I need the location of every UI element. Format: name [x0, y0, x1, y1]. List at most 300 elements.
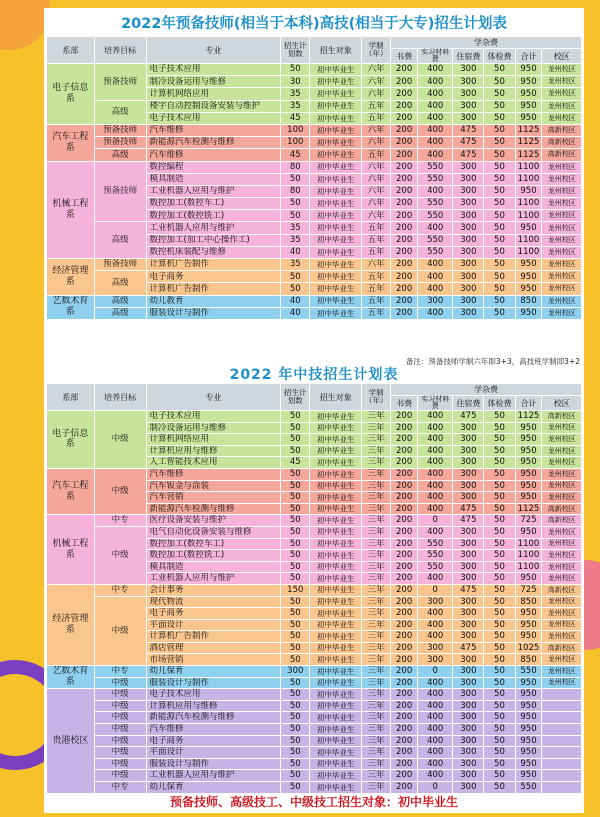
training-target-cell: 预备技师 — [94, 259, 146, 271]
duration-cell: 三年 — [362, 596, 391, 608]
enroll-object-cell: 初中毕业生 — [310, 307, 362, 319]
housing-fee-cell: 300 — [453, 550, 484, 562]
exam-fee-cell: 50 — [484, 295, 515, 307]
campus-cell — [542, 724, 582, 736]
campus-cell: 龙州校区 — [542, 283, 582, 295]
exam-fee-cell: 50 — [484, 666, 515, 678]
training-target-cell: 中级 — [94, 700, 146, 712]
exam-fee-cell: 50 — [484, 561, 515, 573]
exam-fee-cell: 50 — [484, 259, 515, 271]
housing-fee-cell: 300 — [453, 259, 484, 271]
major-cell: 数控编程 — [146, 161, 281, 173]
exam-fee-cell: 50 — [484, 619, 515, 631]
exam-fee-cell: 50 — [484, 457, 515, 469]
major-cell: 模具制造 — [146, 173, 281, 185]
material-fee-cell: 400 — [418, 468, 453, 480]
plan-count-cell: 50 — [281, 631, 310, 643]
training-target-cell: 中专 — [94, 515, 146, 527]
department-cell: 电子信息系 — [47, 411, 95, 469]
enroll-object-cell: 初中毕业生 — [310, 515, 362, 527]
material-fee-cell: 400 — [418, 411, 453, 423]
book-fee-cell: 200 — [391, 76, 418, 88]
major-cell: 新能源汽车检测与维修 — [146, 503, 281, 515]
enroll-object-cell: 初中毕业生 — [310, 88, 362, 100]
material-fee-cell: 400 — [418, 137, 453, 149]
duration-cell: 三年 — [362, 584, 391, 596]
exam-fee-cell: 50 — [484, 550, 515, 562]
plan-count-cell: 50 — [281, 271, 310, 283]
campus-cell: 龙州校区 — [542, 480, 582, 492]
col-header-fees: 学杂费 — [391, 384, 582, 396]
campus-cell: 龙州校区 — [542, 526, 582, 538]
enroll-object-cell: 初中毕业生 — [310, 758, 362, 770]
housing-fee-cell: 300 — [453, 666, 484, 678]
exam-fee-cell: 50 — [484, 735, 515, 747]
plan-count-cell: 30 — [281, 76, 310, 88]
major-cell: 电子技术应用 — [146, 64, 281, 76]
total-fee-cell: 950 — [515, 724, 542, 736]
table-row — [47, 259, 582, 271]
total-fee-cell: 1100 — [515, 210, 542, 222]
major-cell: 制冷设备运用与维修 — [146, 76, 281, 88]
material-fee-cell: 400 — [418, 770, 453, 782]
exam-fee-cell: 50 — [484, 124, 515, 136]
campus-cell: 高新校区 — [542, 149, 582, 161]
col-header-object: 招生对象 — [310, 384, 362, 411]
col-header-housing: 住宿费 — [453, 49, 484, 64]
campus-cell: 龙州校区 — [542, 422, 582, 434]
housing-fee-cell: 300 — [453, 700, 484, 712]
enroll-object-cell: 初中毕业生 — [310, 295, 362, 307]
plan-count-cell: 35 — [281, 234, 310, 246]
material-fee-cell: 400 — [418, 271, 453, 283]
enroll-object-cell: 初中毕业生 — [310, 666, 362, 678]
enroll-object-cell: 初中毕业生 — [310, 735, 362, 747]
plan-count-cell: 50 — [281, 654, 310, 666]
campus-cell: 龙州校区 — [542, 573, 582, 585]
total-fee-cell: 950 — [515, 608, 542, 620]
poster-card — [44, 8, 584, 813]
plan-count-cell: 50 — [281, 173, 310, 185]
major-cell: 数控加工(数控车工) — [146, 538, 281, 550]
major-cell: 幼儿教育 — [146, 295, 281, 307]
material-fee-cell: 400 — [418, 100, 453, 112]
plan-count-cell: 40 — [281, 295, 310, 307]
col-header-exam: 体检费 — [484, 49, 515, 64]
housing-fee-cell: 475 — [453, 411, 484, 423]
duration-cell: 五年 — [362, 283, 391, 295]
plan-count-cell: 80 — [281, 185, 310, 197]
material-fee-cell: 400 — [418, 758, 453, 770]
total-fee-cell: 1100 — [515, 246, 542, 258]
major-cell: 电子技术应用 — [146, 411, 281, 423]
total-fee-cell: 1125 — [515, 411, 542, 423]
enroll-object-cell: 初中毕业生 — [310, 503, 362, 515]
table-row — [47, 596, 582, 608]
enroll-object-cell: 初中毕业生 — [310, 185, 362, 197]
exam-fee-cell: 50 — [484, 422, 515, 434]
major-cell: 数控机床装配与维修 — [146, 246, 281, 258]
plan-count-cell: 50 — [281, 747, 310, 759]
total-fee-cell: 950 — [515, 619, 542, 631]
enroll-object-cell: 初中毕业生 — [310, 76, 362, 88]
material-fee-cell: 400 — [418, 149, 453, 161]
duration-cell: 五年 — [362, 100, 391, 112]
plan-count-cell: 50 — [281, 712, 310, 724]
campus-cell — [542, 747, 582, 759]
enroll-object-cell: 初中毕业生 — [310, 526, 362, 538]
total-fee-cell: 950 — [515, 185, 542, 197]
col-header-plan: 招生计划数 — [281, 37, 310, 64]
housing-fee-cell: 300 — [453, 561, 484, 573]
major-cell: 平面设计 — [146, 619, 281, 631]
table-row — [47, 758, 582, 770]
exam-fee-cell: 50 — [484, 210, 515, 222]
duration-cell: 五年 — [362, 246, 391, 258]
enroll-object-cell: 初中毕业生 — [310, 584, 362, 596]
major-cell: 汽车维修 — [146, 124, 281, 136]
duration-cell: 三年 — [362, 457, 391, 469]
material-fee-cell: 400 — [418, 724, 453, 736]
plan-count-cell: 50 — [281, 468, 310, 480]
total-fee-cell: 1100 — [515, 173, 542, 185]
plan-count-cell: 50 — [281, 596, 310, 608]
housing-fee-cell: 300 — [453, 445, 484, 457]
plan-count-cell: 50 — [281, 210, 310, 222]
col-header-dept: 系部 — [47, 37, 95, 64]
duration-cell: 五年 — [362, 295, 391, 307]
total-fee-cell: 950 — [515, 700, 542, 712]
department-cell: 机械工程系 — [47, 161, 95, 259]
total-fee-cell: 950 — [515, 631, 542, 643]
major-cell: 电子商务 — [146, 735, 281, 747]
exam-fee-cell: 50 — [484, 608, 515, 620]
housing-fee-cell: 300 — [453, 222, 484, 234]
campus-cell: 龙州校区 — [542, 295, 582, 307]
plan-count-cell: 50 — [281, 700, 310, 712]
plan-count-cell: 35 — [281, 100, 310, 112]
major-cell: 酒店管理 — [146, 642, 281, 654]
plan-count-cell: 50 — [281, 64, 310, 76]
enroll-object-cell: 初中毕业生 — [310, 283, 362, 295]
total-fee-cell: 950 — [515, 758, 542, 770]
housing-fee-cell: 300 — [453, 283, 484, 295]
duration-cell: 五年 — [362, 112, 391, 124]
material-fee-cell: 400 — [418, 259, 453, 271]
book-fee-cell: 200 — [391, 689, 418, 701]
total-fee-cell: 1100 — [515, 550, 542, 562]
book-fee-cell: 200 — [391, 561, 418, 573]
table-row — [47, 271, 582, 283]
plan-count-cell: 35 — [281, 222, 310, 234]
exam-fee-cell: 50 — [484, 198, 515, 210]
duration-cell: 五年 — [362, 307, 391, 319]
duration-cell: 三年 — [362, 480, 391, 492]
enroll-object-cell: 初中毕业生 — [310, 608, 362, 620]
duration-cell: 三年 — [362, 503, 391, 515]
material-fee-cell: 550 — [418, 538, 453, 550]
duration-cell: 三年 — [362, 724, 391, 736]
enroll-object-cell: 初中毕业生 — [310, 246, 362, 258]
campus-cell: 龙州校区 — [542, 538, 582, 550]
campus-cell: 龙州校区 — [542, 434, 582, 446]
total-fee-cell: 950 — [515, 222, 542, 234]
plan-count-cell: 45 — [281, 112, 310, 124]
major-cell: 计算机广告制作 — [146, 631, 281, 643]
training-target-cell: 高级 — [94, 307, 146, 319]
housing-fee-cell: 300 — [453, 88, 484, 100]
book-fee-cell: 200 — [391, 666, 418, 678]
col-header-material: 实习材料费 — [418, 396, 453, 411]
enroll-object-cell: 初中毕业生 — [310, 259, 362, 271]
major-cell: 汽车维修 — [146, 724, 281, 736]
total-fee-cell: 950 — [515, 526, 542, 538]
book-fee-cell: 200 — [391, 295, 418, 307]
col-header-object: 招生对象 — [310, 37, 362, 64]
plan-count-cell: 50 — [281, 689, 310, 701]
total-fee-cell: 550 — [515, 782, 542, 794]
material-fee-cell: 400 — [418, 185, 453, 197]
major-cell: 计算机网络应用 — [146, 434, 281, 446]
major-cell: 电子商务 — [146, 271, 281, 283]
col-header-major: 专业 — [146, 37, 281, 64]
exam-fee-cell: 50 — [484, 137, 515, 149]
plan-count-cell: 50 — [281, 198, 310, 210]
duration-cell: 三年 — [362, 782, 391, 794]
total-fee-cell: 950 — [515, 468, 542, 480]
book-fee-cell: 200 — [391, 88, 418, 100]
training-target-cell: 预备技师 — [94, 137, 146, 149]
housing-fee-cell: 300 — [453, 480, 484, 492]
campus-cell: 高新校区 — [542, 124, 582, 136]
book-fee-cell: 200 — [391, 173, 418, 185]
housing-fee-cell: 300 — [453, 677, 484, 689]
campus-cell: 龙州校区 — [542, 619, 582, 631]
table-row — [47, 666, 582, 678]
enroll-object-cell: 初中毕业生 — [310, 161, 362, 173]
duration-cell: 五年 — [362, 149, 391, 161]
exam-fee-cell: 50 — [484, 654, 515, 666]
enroll-object-cell: 初中毕业生 — [310, 149, 362, 161]
major-cell: 工业机器人应用与维护 — [146, 222, 281, 234]
major-cell: 工业机器人应用与维护 — [146, 185, 281, 197]
housing-fee-cell: 475 — [453, 137, 484, 149]
major-cell: 服装设计与制作 — [146, 758, 281, 770]
material-fee-cell: 400 — [418, 631, 453, 643]
duration-cell: 三年 — [362, 770, 391, 782]
duration-cell: 六年 — [362, 76, 391, 88]
total-fee-cell: 1100 — [515, 161, 542, 173]
duration-cell: 三年 — [362, 538, 391, 550]
housing-fee-cell: 475 — [453, 124, 484, 136]
book-fee-cell: 200 — [391, 526, 418, 538]
book-fee-cell: 200 — [391, 445, 418, 457]
campus-cell: 高新校区 — [542, 584, 582, 596]
material-fee-cell: 400 — [418, 64, 453, 76]
material-fee-cell: 0 — [418, 584, 453, 596]
material-fee-cell: 400 — [418, 677, 453, 689]
training-target-cell: 高级 — [94, 271, 146, 295]
campus-cell — [542, 770, 582, 782]
material-fee-cell: 400 — [418, 700, 453, 712]
material-fee-cell: 400 — [418, 422, 453, 434]
duration-cell: 三年 — [362, 654, 391, 666]
header-row — [47, 37, 582, 49]
exam-fee-cell: 50 — [484, 88, 515, 100]
training-target-cell: 中专 — [94, 584, 146, 596]
major-cell: 数控加工(数控车工) — [146, 198, 281, 210]
book-fee-cell: 200 — [391, 422, 418, 434]
plan-count-cell: 45 — [281, 149, 310, 161]
total-fee-cell: 950 — [515, 88, 542, 100]
duration-cell: 三年 — [362, 561, 391, 573]
book-fee-cell: 200 — [391, 747, 418, 759]
duration-cell: 五年 — [362, 222, 391, 234]
major-cell: 工业机器人应用与维护 — [146, 770, 281, 782]
enroll-object-cell: 初中毕业生 — [310, 100, 362, 112]
total-fee-cell: 550 — [515, 666, 542, 678]
material-fee-cell: 400 — [418, 735, 453, 747]
plan-count-cell: 50 — [281, 480, 310, 492]
training-target-cell: 中级 — [94, 596, 146, 666]
duration-cell: 三年 — [362, 689, 391, 701]
table-row — [47, 222, 582, 234]
plan-count-cell: 50 — [281, 573, 310, 585]
total-fee-cell: 950 — [515, 735, 542, 747]
training-target-cell: 中级 — [94, 468, 146, 514]
material-fee-cell: 400 — [418, 526, 453, 538]
housing-fee-cell: 300 — [453, 198, 484, 210]
col-header-campus: 校区 — [542, 396, 582, 411]
book-fee-cell: 200 — [391, 492, 418, 504]
duration-cell: 三年 — [362, 642, 391, 654]
exam-fee-cell: 50 — [484, 480, 515, 492]
campus-cell: 龙州校区 — [542, 185, 582, 197]
table-row — [47, 677, 582, 689]
material-fee-cell: 400 — [418, 503, 453, 515]
enroll-object-cell: 初中毕业生 — [310, 596, 362, 608]
housing-fee-cell: 300 — [453, 434, 484, 446]
campus-cell: 龙州校区 — [542, 550, 582, 562]
book-fee-cell: 200 — [391, 457, 418, 469]
housing-fee-cell: 300 — [453, 307, 484, 319]
material-fee-cell: 400 — [418, 307, 453, 319]
material-fee-cell: 550 — [418, 198, 453, 210]
book-fee-cell: 200 — [391, 724, 418, 736]
major-cell: 计算机应用与维修 — [146, 445, 281, 457]
enroll-object-cell: 初中毕业生 — [310, 712, 362, 724]
enroll-object-cell: 初中毕业生 — [310, 724, 362, 736]
training-target-cell: 中专 — [94, 782, 146, 794]
book-fee-cell: 200 — [391, 468, 418, 480]
col-header-books: 书费 — [391, 49, 418, 64]
material-fee-cell: 400 — [418, 573, 453, 585]
campus-cell: 龙州校区 — [542, 492, 582, 504]
enroll-object-cell: 初中毕业生 — [310, 112, 362, 124]
advanced-enrollment-table — [46, 36, 582, 320]
training-target-cell: 中级 — [94, 411, 146, 469]
exam-fee-cell: 50 — [484, 445, 515, 457]
material-fee-cell: 550 — [418, 173, 453, 185]
housing-fee-cell: 300 — [453, 654, 484, 666]
exam-fee-cell: 50 — [484, 584, 515, 596]
table-row — [47, 584, 582, 596]
total-fee-cell: 950 — [515, 712, 542, 724]
material-fee-cell: 0 — [418, 666, 453, 678]
enroll-object-cell: 初中毕业生 — [310, 234, 362, 246]
duration-cell: 三年 — [362, 666, 391, 678]
exam-fee-cell: 50 — [484, 677, 515, 689]
total-fee-cell: 850 — [515, 654, 542, 666]
enroll-object-cell: 初中毕业生 — [310, 573, 362, 585]
col-header-plan: 招生计划数 — [281, 384, 310, 411]
intermediate-enrollment-table — [46, 383, 582, 794]
book-fee-cell: 200 — [391, 782, 418, 794]
table-row — [47, 295, 582, 307]
total-fee-cell: 850 — [515, 295, 542, 307]
major-cell: 计算机应用与维修 — [146, 700, 281, 712]
table-row — [47, 526, 582, 538]
total-fee-cell: 950 — [515, 422, 542, 434]
major-cell: 制冷设备运用与维修 — [146, 422, 281, 434]
training-target-cell: 中级 — [94, 758, 146, 770]
material-fee-cell: 400 — [418, 492, 453, 504]
exam-fee-cell: 50 — [484, 631, 515, 643]
department-cell: 艺数术育系 — [47, 295, 95, 319]
enroll-object-cell: 初中毕业生 — [310, 782, 362, 794]
enroll-object-cell: 初中毕业生 — [310, 457, 362, 469]
table-row — [47, 64, 582, 76]
exam-fee-cell: 50 — [484, 271, 515, 283]
material-fee-cell: 400 — [418, 712, 453, 724]
major-cell: 现代物流 — [146, 596, 281, 608]
housing-fee-cell: 300 — [453, 712, 484, 724]
housing-fee-cell: 300 — [453, 724, 484, 736]
enroll-object-cell: 初中毕业生 — [310, 411, 362, 423]
material-fee-cell: 550 — [418, 561, 453, 573]
major-cell: 平面设计 — [146, 747, 281, 759]
book-fee-cell: 200 — [391, 259, 418, 271]
duration-cell: 三年 — [362, 608, 391, 620]
enroll-object-cell: 初中毕业生 — [310, 700, 362, 712]
enrollment-target-footer: 预备技师、高级技工、中级技工招生对象：初中毕业生 — [169, 795, 458, 809]
major-cell: 电子技术应用 — [146, 689, 281, 701]
material-fee-cell: 300 — [418, 654, 453, 666]
material-fee-cell: 400 — [418, 124, 453, 136]
major-cell: 幼儿保育 — [146, 666, 281, 678]
total-fee-cell: 950 — [515, 112, 542, 124]
exam-fee-cell: 50 — [484, 76, 515, 88]
material-fee-cell: 300 — [418, 596, 453, 608]
campus-cell — [542, 712, 582, 724]
housing-fee-cell: 300 — [453, 770, 484, 782]
duration-cell: 六年 — [362, 210, 391, 222]
plan-count-cell: 50 — [281, 526, 310, 538]
total-fee-cell: 1100 — [515, 234, 542, 246]
major-cell: 新能源汽车检测与维修 — [146, 712, 281, 724]
campus-cell: 龙州校区 — [542, 198, 582, 210]
campus-cell: 龙州校区 — [542, 210, 582, 222]
campus-cell: 龙州校区 — [542, 561, 582, 573]
exam-fee-cell: 50 — [484, 700, 515, 712]
book-fee-cell: 200 — [391, 596, 418, 608]
book-fee-cell: 200 — [391, 161, 418, 173]
enroll-object-cell: 初中毕业生 — [310, 480, 362, 492]
book-fee-cell: 200 — [391, 770, 418, 782]
housing-fee-cell: 300 — [453, 689, 484, 701]
housing-fee-cell: 300 — [453, 758, 484, 770]
duration-cell: 六年 — [362, 198, 391, 210]
